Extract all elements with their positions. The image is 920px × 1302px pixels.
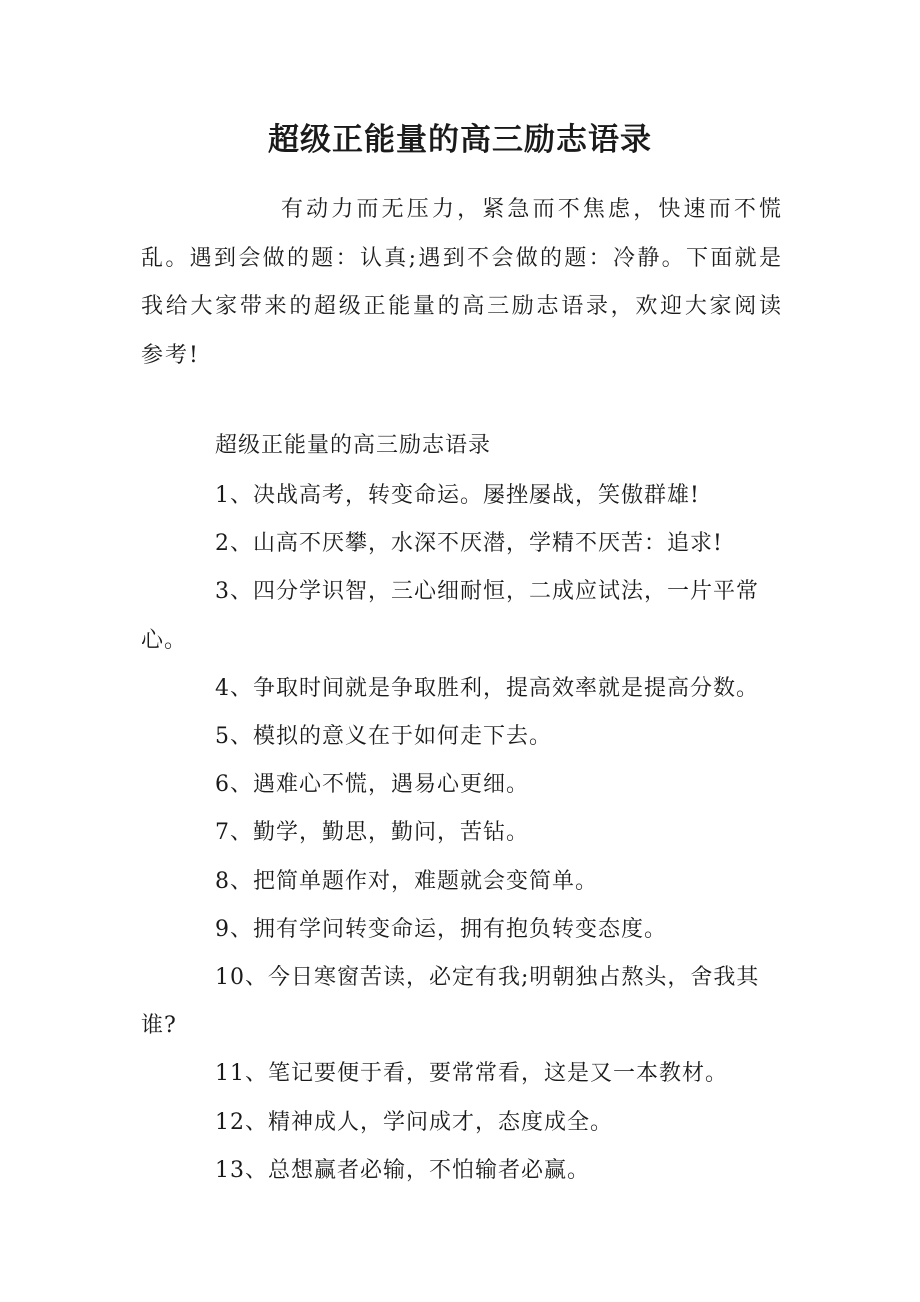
quote-item-13: 13、总想赢者必输，不怕输者必赢。 <box>215 1157 590 1183</box>
quote-item-10: 10、今日寒窗苦读，必定有我;明朝独占熬头，舍我其谁? <box>141 965 760 1039</box>
quote-item-7: 7、勤学，勤思，勤问，苦钻。 <box>215 820 529 846</box>
section-heading: 超级正能量的高三励志语录 <box>215 433 492 458</box>
quote-item-12: 12、精神成人，学问成才，态度成全。 <box>215 1109 613 1135</box>
intro-paragraph: 有动力而无压力，紧急而不焦虑，快速而不慌乱。遇到会做的题：认真;遇到不会做的题：冷静。下面就是我给大家带来的超级正能量的高三励志语录，欢迎大家阅读参考! <box>141 197 783 368</box>
quote-item-2: 2、山高不厌攀，水深不厌潜，学精不厌苦：追求! <box>215 531 723 557</box>
document-title: 超级正能量的高三励志语录 <box>268 122 652 158</box>
quote-item-3: 3、四分学识智，三心细耐恒，二成应试法，一片平常心。 <box>141 579 759 653</box>
quote-item-6: 6、遇难心不慌，遇易心更细。 <box>215 772 529 798</box>
quote-item-1: 1、决战高考，转变命运。屡挫屡战，笑傲群雄! <box>215 483 700 508</box>
quote-item-8: 8、把简单题作对，难题就会变简单。 <box>215 868 598 894</box>
quote-list <box>141 472 805 1195</box>
quote-item-9: 9、拥有学问转变命运，拥有抱负转变态度。 <box>215 916 667 942</box>
quote-item-5: 5、模拟的意义在于如何走下去。 <box>215 724 552 750</box>
quote-item-4: 4、争取时间就是争取胜利，提高效率就是提高分数。 <box>215 675 759 701</box>
quote-item-11: 11、笔记要便于看，要常常看，这是又一本教材。 <box>215 1061 728 1087</box>
